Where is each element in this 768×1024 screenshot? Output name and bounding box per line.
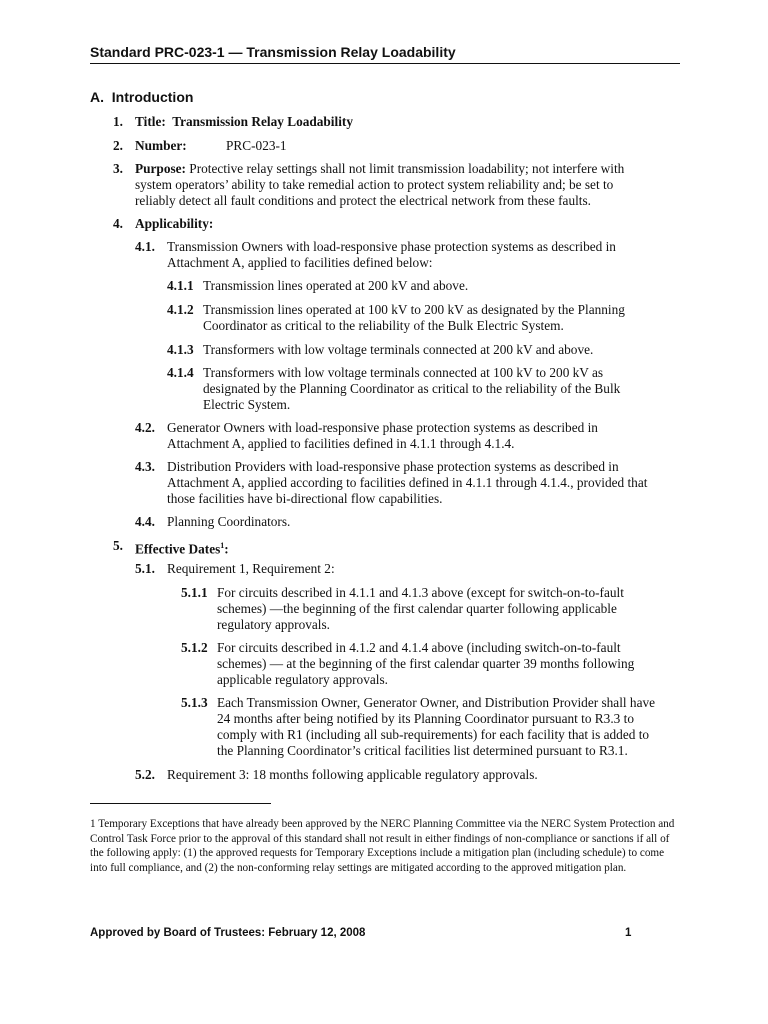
item-number: 1. bbox=[113, 114, 123, 129]
paragraph-line: For circuits described in 4.1.2 and 4.1.4 above (including switch-on-to-fault bbox=[217, 640, 621, 655]
paragraph-line: regulatory approvals. bbox=[217, 617, 330, 632]
item-number: 2. bbox=[113, 138, 123, 153]
effective-dates-colon: : bbox=[224, 541, 229, 557]
paragraph-line: schemes) — at the beginning of the first calendar quarter 39 months following bbox=[217, 656, 635, 671]
approval-footer: Approved by Board of Trustees: February 12, 2008 bbox=[90, 927, 366, 939]
title-label: Title: bbox=[135, 114, 166, 129]
section-title: Introduction bbox=[111, 89, 194, 105]
item-number: 4.1. bbox=[135, 239, 155, 254]
footnote-divider bbox=[90, 803, 271, 804]
paragraph-line: Transmission Owners with load-responsive phase protection systems as described in bbox=[167, 239, 616, 254]
paragraph-line: Transmission lines operated at 200 kV and above. bbox=[203, 278, 469, 293]
number-value: PRC-023-1 bbox=[226, 138, 287, 153]
item-number: 4.4. bbox=[135, 514, 155, 529]
applicability-label: Applicability: bbox=[135, 216, 214, 231]
header-divider bbox=[90, 63, 680, 64]
item-number: 4.1.1 bbox=[167, 278, 194, 293]
paragraph-line: Requirement 1, Requirement 2: bbox=[167, 561, 335, 576]
paragraph-line: applicable regulatory approvals. bbox=[217, 672, 388, 687]
purpose-text: reliably detect all fault conditions and protect the electrical network from these faults. bbox=[135, 193, 591, 208]
item-number: 5.2. bbox=[135, 767, 155, 782]
paragraph-line: the Planning Coordinator’s critical facilities list determined pursuant to R3.1. bbox=[217, 743, 628, 758]
effective-dates-label bbox=[135, 538, 229, 557]
item-number: 5.1.2 bbox=[181, 640, 208, 655]
paragraph-line: Each Transmission Owner, Generator Owner, and Distribution Provider shall have bbox=[217, 695, 656, 710]
page-number: 1 bbox=[625, 927, 632, 939]
title-value: Transmission Relay Loadability bbox=[172, 114, 353, 129]
purpose-text: Protective relay settings shall not limit transmission loadability; not interfere with bbox=[189, 161, 625, 176]
paragraph-line: For circuits described in 4.1.1 and 4.1.3 above (except for switch-on-to-fault bbox=[217, 585, 624, 600]
paragraph-line: Transmission lines operated at 100 kV to 200 kV as designated by the Planning bbox=[203, 302, 625, 317]
purpose-line bbox=[135, 161, 624, 177]
section-heading bbox=[90, 89, 193, 105]
paragraph-line: Generator Owners with load-responsive phase protection systems as described in bbox=[167, 420, 598, 435]
paragraph-line: Coordinator as critical to the reliability of the Bulk Electric System. bbox=[203, 318, 564, 333]
purpose-text: system operators’ ability to take remedial action to protect system reliability and; be set to bbox=[135, 177, 614, 192]
purpose-label: Purpose: bbox=[135, 161, 186, 176]
item-number: 4.3. bbox=[135, 459, 155, 474]
title-item bbox=[135, 114, 353, 130]
footnote-marker: 1 bbox=[220, 541, 225, 550]
item-number: 4.1.4 bbox=[167, 365, 194, 380]
item-number: 4. bbox=[113, 216, 123, 231]
paragraph-line: Requirement 3: 18 months following applicable regulatory approvals. bbox=[167, 767, 538, 782]
paragraph-line: Transformers with low voltage terminals connected at 100 kV to 200 kV as bbox=[203, 365, 604, 380]
footnote-text: 1 Temporary Exceptions that have already been approved by the NERC Planning Committee via the NERC System Protection and Control Task Force prior to the approval of this standard shall not result in either findings of non-compliance or sanctions if all of the following apply: (1) the approved requests for Temporary Exceptions include a mitigation plan (including schedule) to come into full compliance, and (2) the non-conforming relay settings are mitigated according to the approved mitigation plan. bbox=[90, 818, 675, 875]
item-number: 3. bbox=[113, 161, 123, 176]
item-number: 4.1.3 bbox=[167, 342, 194, 357]
page-header-title: Standard PRC-023-1 — Transmission Relay Loadability bbox=[90, 44, 456, 60]
paragraph-line: Transformers with low voltage terminals connected at 200 kV and above. bbox=[203, 342, 594, 357]
effective-dates-text: Effective Dates bbox=[135, 541, 221, 557]
paragraph-line: designated by the Planning Coordinator as critical to the reliability of the Bulk bbox=[203, 381, 621, 396]
paragraph-line: Electric System. bbox=[203, 397, 291, 412]
item-number: 5.1.1 bbox=[181, 585, 208, 600]
section-letter: A. bbox=[90, 89, 104, 105]
item-number: 5.1.3 bbox=[181, 695, 208, 710]
paragraph-line: 24 months after being notified by its Planning Coordinator pursuant to R3.3 to bbox=[217, 711, 634, 726]
item-number: 4.1.2 bbox=[167, 302, 194, 317]
paragraph-line: Attachment A, applied to facilities defined below: bbox=[167, 255, 433, 270]
paragraph-line: Distribution Providers with load-responsive phase protection systems as described in bbox=[167, 459, 619, 474]
item-number: 4.2. bbox=[135, 420, 155, 435]
paragraph-line: Attachment A, applied to facilities defined in 4.1.1 through 4.1.4. bbox=[167, 436, 515, 451]
paragraph-line: Attachment A, applied according to facilities defined in 4.1.1 through 4.1.4., provided that bbox=[167, 475, 648, 490]
paragraph-line: schemes) —the beginning of the first calendar quarter following applicable bbox=[217, 601, 617, 616]
item-number: 5.1. bbox=[135, 561, 155, 576]
paragraph-line: Planning Coordinators. bbox=[167, 514, 291, 529]
number-label: Number: bbox=[135, 138, 187, 153]
paragraph-line: those facilities have bi-directional flow capabilities. bbox=[167, 491, 443, 506]
paragraph-line: comply with R1 (including all sub-requirements) for each facility that is added to bbox=[217, 727, 650, 742]
item-number: 5. bbox=[113, 538, 123, 553]
